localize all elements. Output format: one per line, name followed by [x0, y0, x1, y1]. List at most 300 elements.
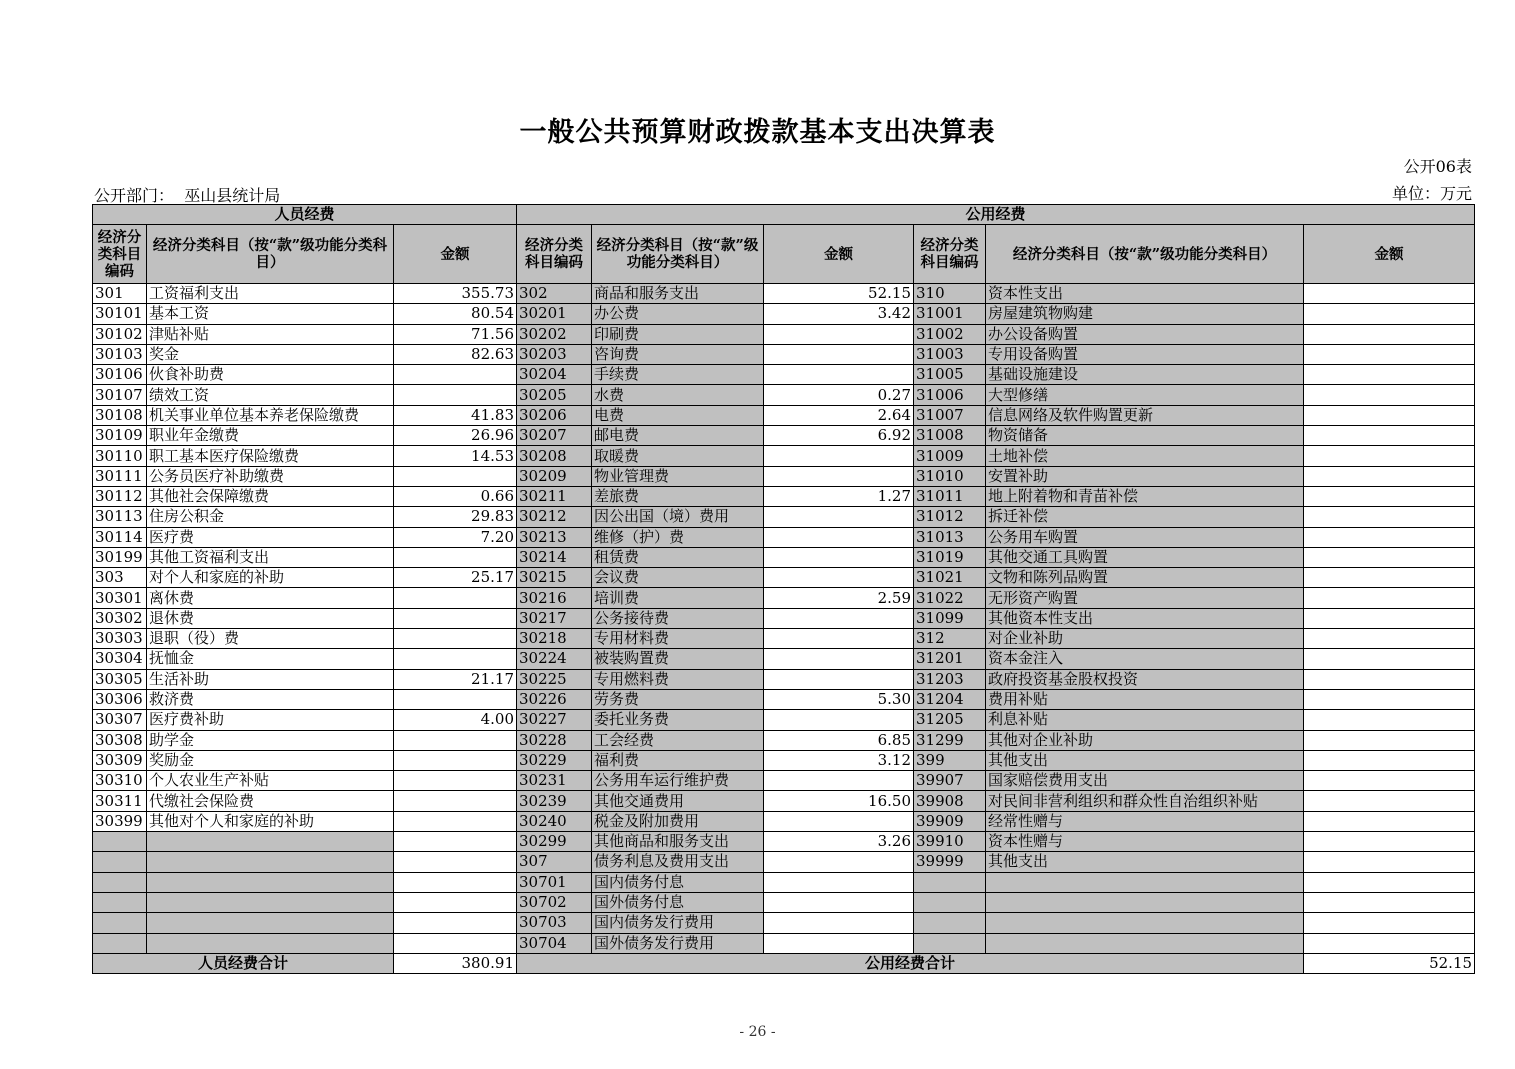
amount-cell [764, 933, 914, 953]
code-cell: 30224 [517, 649, 592, 669]
department-label: 公开部门： [94, 186, 175, 205]
name-cell: 税金及附加费用 [592, 811, 764, 831]
name-cell: 公务用车运行维护费 [592, 771, 764, 791]
amount-cell: 41.83 [394, 405, 517, 425]
name-cell: 土地补偿 [986, 446, 1304, 466]
name-cell: 生活补助 [147, 669, 394, 689]
code-cell: 30215 [517, 568, 592, 588]
table-row [93, 324, 1475, 344]
code-cell: 312 [914, 629, 986, 649]
name-cell: 其他交通费用 [592, 791, 764, 811]
table-row [93, 284, 1475, 304]
public-total-label: 公用经费合计 [517, 953, 1304, 973]
amount-cell [1304, 750, 1475, 770]
table-row [93, 811, 1475, 831]
amount-cell [1304, 507, 1475, 527]
name-cell: 专用材料费 [592, 629, 764, 649]
code-cell: 30302 [93, 608, 147, 628]
name-cell: 办公设备购置 [986, 324, 1304, 344]
name-cell: 专用燃料费 [592, 669, 764, 689]
code-cell [914, 933, 986, 953]
code-cell: 30213 [517, 527, 592, 547]
expenditure-table [92, 204, 1475, 974]
code-cell: 31007 [914, 405, 986, 425]
name-cell: 医疗费 [147, 527, 394, 547]
header-amount-1: 金额 [394, 225, 517, 284]
amount-cell [1304, 913, 1475, 933]
amount-cell: 2.59 [764, 588, 914, 608]
amount-cell [764, 892, 914, 912]
amount-cell: 6.92 [764, 426, 914, 446]
name-cell: 因公出国（境）费用 [592, 507, 764, 527]
code-cell: 30112 [93, 486, 147, 506]
code-cell [93, 913, 147, 933]
amount-cell [394, 892, 517, 912]
code-cell: 30309 [93, 750, 147, 770]
name-cell: 职工基本医疗保险缴费 [147, 446, 394, 466]
code-cell: 30114 [93, 527, 147, 547]
table-row [93, 852, 1475, 872]
code-cell: 31099 [914, 608, 986, 628]
code-cell: 30108 [93, 405, 147, 425]
name-cell: 基础设施建设 [986, 365, 1304, 385]
table-row [93, 385, 1475, 405]
name-cell: 安置补助 [986, 466, 1304, 486]
amount-cell [394, 588, 517, 608]
amount-cell [1304, 710, 1475, 730]
code-cell: 30109 [93, 426, 147, 446]
amount-cell [394, 933, 517, 953]
code-cell: 39909 [914, 811, 986, 831]
name-cell: 绩效工资 [147, 385, 394, 405]
code-cell: 30217 [517, 608, 592, 628]
name-cell: 资本性支出 [986, 284, 1304, 304]
name-cell: 其他支出 [986, 852, 1304, 872]
code-cell: 31008 [914, 426, 986, 446]
amount-cell: 0.66 [394, 486, 517, 506]
code-cell: 310 [914, 284, 986, 304]
name-cell [147, 892, 394, 912]
name-cell [986, 933, 1304, 953]
amount-cell [1304, 486, 1475, 506]
code-cell: 30208 [517, 446, 592, 466]
header-code-3: 经济分类科目编码 [914, 225, 986, 284]
amount-cell [764, 872, 914, 892]
code-cell: 31204 [914, 689, 986, 709]
code-cell: 30304 [93, 649, 147, 669]
personnel-total-amount: 380.91 [394, 953, 517, 973]
amount-cell [394, 811, 517, 831]
name-cell: 会议费 [592, 568, 764, 588]
name-cell: 物资储备 [986, 426, 1304, 446]
code-cell [914, 892, 986, 912]
code-cell: 30703 [517, 913, 592, 933]
name-cell: 伙食补助费 [147, 365, 394, 385]
name-cell: 退休费 [147, 608, 394, 628]
name-cell: 邮电费 [592, 426, 764, 446]
name-cell: 其他对个人和家庭的补助 [147, 811, 394, 831]
amount-cell: 29.83 [394, 507, 517, 527]
amount-cell [1304, 284, 1475, 304]
name-cell: 公务用车购置 [986, 527, 1304, 547]
table-row [93, 446, 1475, 466]
code-cell: 303 [93, 568, 147, 588]
amount-cell: 1.27 [764, 486, 914, 506]
code-cell [93, 872, 147, 892]
name-cell: 医疗费补助 [147, 710, 394, 730]
name-cell: 救济费 [147, 689, 394, 709]
code-cell [93, 892, 147, 912]
code-cell: 31002 [914, 324, 986, 344]
table-row [93, 486, 1475, 506]
code-cell: 31013 [914, 527, 986, 547]
amount-cell [764, 649, 914, 669]
name-cell: 资本金注入 [986, 649, 1304, 669]
amount-cell [1304, 649, 1475, 669]
name-cell: 奖金 [147, 344, 394, 364]
name-cell: 其他社会保障缴费 [147, 486, 394, 506]
amount-cell: 71.56 [394, 324, 517, 344]
code-cell: 30201 [517, 304, 592, 324]
amount-cell [394, 649, 517, 669]
name-cell: 福利费 [592, 750, 764, 770]
code-cell: 30307 [93, 710, 147, 730]
name-cell [147, 832, 394, 852]
amount-cell [764, 324, 914, 344]
amount-cell: 3.42 [764, 304, 914, 324]
code-cell: 30113 [93, 507, 147, 527]
name-cell: 办公费 [592, 304, 764, 324]
code-cell: 30704 [517, 933, 592, 953]
name-cell: 租赁费 [592, 547, 764, 567]
amount-cell [764, 852, 914, 872]
name-cell: 资本性赠与 [986, 832, 1304, 852]
code-cell: 31021 [914, 568, 986, 588]
section-public: 公用经费 [517, 205, 1475, 225]
code-cell: 30229 [517, 750, 592, 770]
total-row [93, 953, 1475, 973]
code-cell: 31299 [914, 730, 986, 750]
amount-cell [1304, 852, 1475, 872]
header-name-1: 经济分类科目（按“款”级功能分类科目） [147, 225, 394, 284]
amount-cell [1304, 405, 1475, 425]
amount-cell [764, 568, 914, 588]
table-row [93, 669, 1475, 689]
name-cell: 工资福利支出 [147, 284, 394, 304]
amount-cell [764, 913, 914, 933]
table-row [93, 913, 1475, 933]
name-cell: 国外债务发行费用 [592, 933, 764, 953]
amount-cell [394, 629, 517, 649]
amount-cell [394, 750, 517, 770]
code-cell: 30107 [93, 385, 147, 405]
code-cell: 30311 [93, 791, 147, 811]
amount-cell [764, 344, 914, 364]
name-cell: 对民间非营利组织和群众性自治组织补贴 [986, 791, 1304, 811]
name-cell [986, 872, 1304, 892]
name-cell: 离休费 [147, 588, 394, 608]
amount-cell [394, 608, 517, 628]
amount-cell [394, 365, 517, 385]
code-cell: 30218 [517, 629, 592, 649]
name-cell: 费用补贴 [986, 689, 1304, 709]
amount-cell [1304, 385, 1475, 405]
code-cell: 39908 [914, 791, 986, 811]
amount-cell: 14.53 [394, 446, 517, 466]
amount-cell [1304, 547, 1475, 567]
name-cell: 文物和陈列品购置 [986, 568, 1304, 588]
amount-cell [1304, 811, 1475, 831]
name-cell: 房屋建筑物购建 [986, 304, 1304, 324]
code-cell: 31010 [914, 466, 986, 486]
table-row [93, 933, 1475, 953]
code-cell: 31203 [914, 669, 986, 689]
table-row [93, 426, 1475, 446]
name-cell [147, 872, 394, 892]
amount-cell [764, 446, 914, 466]
amount-cell [764, 507, 914, 527]
name-cell: 债务利息及费用支出 [592, 852, 764, 872]
code-cell: 30303 [93, 629, 147, 649]
table-row [93, 365, 1475, 385]
name-cell: 经常性赠与 [986, 811, 1304, 831]
column-header-row [93, 225, 1475, 284]
name-cell: 地上附着物和青苗补偿 [986, 486, 1304, 506]
code-cell: 30214 [517, 547, 592, 567]
code-cell: 30310 [93, 771, 147, 791]
name-cell: 取暖费 [592, 446, 764, 466]
table-row [93, 547, 1475, 567]
amount-cell: 16.50 [764, 791, 914, 811]
amount-cell [764, 771, 914, 791]
header-name-2: 经济分类科目（按“款”级功能分类科目） [592, 225, 764, 284]
name-cell: 物业管理费 [592, 466, 764, 486]
name-cell: 大型修缮 [986, 385, 1304, 405]
code-cell: 30211 [517, 486, 592, 506]
code-cell: 30306 [93, 689, 147, 709]
code-cell [93, 832, 147, 852]
table-row [93, 872, 1475, 892]
name-cell: 劳务费 [592, 689, 764, 709]
amount-cell: 82.63 [394, 344, 517, 364]
code-cell: 30209 [517, 466, 592, 486]
name-cell [986, 892, 1304, 912]
name-cell: 职业年金缴费 [147, 426, 394, 446]
amount-cell [1304, 446, 1475, 466]
page-number: - 26 - [739, 1024, 776, 1040]
code-cell: 31001 [914, 304, 986, 324]
name-cell: 被装购置费 [592, 649, 764, 669]
public-total-amount: 52.15 [1304, 953, 1475, 973]
name-cell: 电费 [592, 405, 764, 425]
name-cell: 代缴社会保险费 [147, 791, 394, 811]
name-cell: 其他资本性支出 [986, 608, 1304, 628]
amount-cell [1304, 771, 1475, 791]
code-cell: 39907 [914, 771, 986, 791]
code-cell: 31012 [914, 507, 986, 527]
amount-cell [764, 527, 914, 547]
name-cell: 咨询费 [592, 344, 764, 364]
amount-cell [394, 852, 517, 872]
amount-cell: 52.15 [764, 284, 914, 304]
amount-cell [394, 689, 517, 709]
amount-cell [764, 710, 914, 730]
section-personnel: 人员经费 [93, 205, 517, 225]
code-cell: 30205 [517, 385, 592, 405]
code-cell: 30204 [517, 365, 592, 385]
name-cell: 住房公积金 [147, 507, 394, 527]
amount-cell [1304, 527, 1475, 547]
name-cell: 其他工资福利支出 [147, 547, 394, 567]
code-cell: 30240 [517, 811, 592, 831]
table-row [93, 588, 1475, 608]
code-cell [914, 872, 986, 892]
code-cell: 31003 [914, 344, 986, 364]
header-name-3: 经济分类科目（按“款”级功能分类科目） [986, 225, 1304, 284]
code-cell: 30308 [93, 730, 147, 750]
code-cell: 30202 [517, 324, 592, 344]
code-cell: 30216 [517, 588, 592, 608]
amount-cell [394, 791, 517, 811]
table-row [93, 892, 1475, 912]
name-cell: 津贴补贴 [147, 324, 394, 344]
amount-cell: 4.00 [394, 710, 517, 730]
amount-cell: 6.85 [764, 730, 914, 750]
table-row [93, 750, 1475, 770]
code-cell: 31022 [914, 588, 986, 608]
amount-cell [394, 547, 517, 567]
name-cell [147, 933, 394, 953]
name-cell: 商品和服务支出 [592, 284, 764, 304]
amount-cell [1304, 892, 1475, 912]
table-row [93, 771, 1475, 791]
header-code-2: 经济分类科目编码 [517, 225, 592, 284]
code-cell: 30399 [93, 811, 147, 831]
name-cell: 抚恤金 [147, 649, 394, 669]
amount-cell: 3.26 [764, 832, 914, 852]
header-code-1: 经济分类科目编码 [93, 225, 147, 284]
name-cell: 政府投资基金股权投资 [986, 669, 1304, 689]
code-cell: 31201 [914, 649, 986, 669]
name-cell: 维修（护）费 [592, 527, 764, 547]
code-cell: 30207 [517, 426, 592, 446]
name-cell: 培训费 [592, 588, 764, 608]
name-cell: 专用设备购置 [986, 344, 1304, 364]
code-cell: 302 [517, 284, 592, 304]
code-cell [93, 852, 147, 872]
name-cell: 委托业务费 [592, 710, 764, 730]
amount-cell [394, 832, 517, 852]
amount-cell: 25.17 [394, 568, 517, 588]
name-cell: 工会经费 [592, 730, 764, 750]
amount-cell [394, 385, 517, 405]
amount-cell [1304, 689, 1475, 709]
code-cell: 30111 [93, 466, 147, 486]
amount-cell [1304, 466, 1475, 486]
name-cell: 利息补贴 [986, 710, 1304, 730]
amount-cell [764, 466, 914, 486]
name-cell: 助学金 [147, 730, 394, 750]
amount-cell: 80.54 [394, 304, 517, 324]
code-cell: 307 [517, 852, 592, 872]
code-cell: 301 [93, 284, 147, 304]
section-header-row [93, 205, 1475, 225]
amount-cell [1304, 344, 1475, 364]
name-cell: 国内债务发行费用 [592, 913, 764, 933]
code-cell: 31006 [914, 385, 986, 405]
code-cell: 39910 [914, 832, 986, 852]
code-cell: 31011 [914, 486, 986, 506]
table-row [93, 730, 1475, 750]
name-cell [147, 913, 394, 933]
amount-cell [764, 669, 914, 689]
amount-cell [764, 365, 914, 385]
table-row [93, 304, 1475, 324]
amount-cell [1304, 304, 1475, 324]
personnel-total-label: 人员经费合计 [93, 953, 394, 973]
page-title: 一般公共预算财政拨款基本支出决算表 [519, 117, 996, 148]
name-cell: 国外债务付息 [592, 892, 764, 912]
code-cell: 30103 [93, 344, 147, 364]
name-cell: 退职（役）费 [147, 629, 394, 649]
department-line [94, 183, 280, 206]
amount-cell [1304, 933, 1475, 953]
code-cell: 30301 [93, 588, 147, 608]
amount-cell [394, 771, 517, 791]
amount-cell [764, 629, 914, 649]
table-row [93, 629, 1475, 649]
amount-cell [1304, 608, 1475, 628]
amount-cell [394, 730, 517, 750]
amount-cell [1304, 669, 1475, 689]
name-cell: 印刷费 [592, 324, 764, 344]
amount-cell [1304, 872, 1475, 892]
code-cell: 30206 [517, 405, 592, 425]
name-cell: 其他交通工具购置 [986, 547, 1304, 567]
amount-cell: 21.17 [394, 669, 517, 689]
code-cell: 30227 [517, 710, 592, 730]
name-cell: 手续费 [592, 365, 764, 385]
amount-cell [1304, 324, 1475, 344]
code-cell: 31009 [914, 446, 986, 466]
table-row [93, 791, 1475, 811]
code-cell: 30702 [517, 892, 592, 912]
table-row [93, 710, 1475, 730]
name-cell: 国内债务付息 [592, 872, 764, 892]
name-cell [986, 913, 1304, 933]
amount-cell [1304, 832, 1475, 852]
name-cell: 其他支出 [986, 750, 1304, 770]
name-cell: 水费 [592, 385, 764, 405]
name-cell: 对企业补助 [986, 629, 1304, 649]
header-amount-3: 金额 [1304, 225, 1475, 284]
code-cell [914, 913, 986, 933]
name-cell: 对个人和家庭的补助 [147, 568, 394, 588]
name-cell: 无形资产购置 [986, 588, 1304, 608]
form-number: 公开06表 [1403, 157, 1472, 176]
code-cell: 30239 [517, 791, 592, 811]
code-cell: 30212 [517, 507, 592, 527]
amount-cell: 3.12 [764, 750, 914, 770]
table-row [93, 608, 1475, 628]
table-row [93, 466, 1475, 486]
code-cell: 30228 [517, 730, 592, 750]
name-cell: 其他商品和服务支出 [592, 832, 764, 852]
amount-cell [394, 913, 517, 933]
table-row [93, 568, 1475, 588]
code-cell: 30101 [93, 304, 147, 324]
amount-cell: 2.64 [764, 405, 914, 425]
